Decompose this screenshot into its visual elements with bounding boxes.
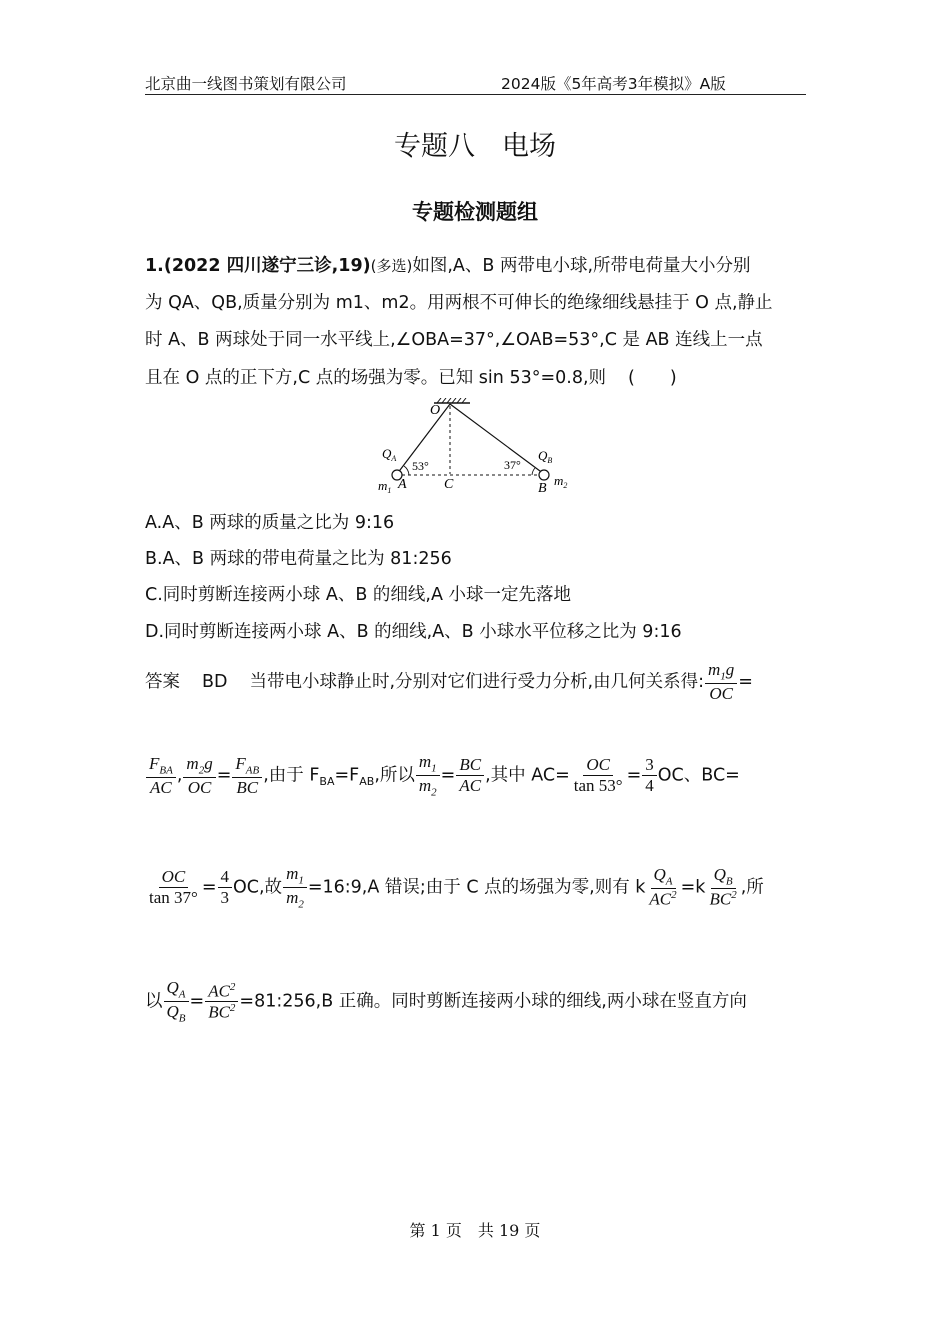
fraction-OC-tan37: $\frac{OC}{\tan 37^\circ}$	[149, 867, 198, 908]
fraction-3-4: $\frac{3}{4}$	[642, 755, 657, 795]
fraction-m1g-OC: $\frac{m_1g}{OC}$	[705, 660, 737, 704]
chapter-title: 专题八 电场	[394, 131, 556, 162]
answer-text-3b: =16:9,A 错误;由于 C 点的场强为零,则有 k	[307, 877, 646, 898]
answer-text-3d: ,所	[740, 877, 764, 898]
label-m2: $m_2$	[554, 473, 568, 490]
fraction-FBA-AC: $\frac{F_{BA}}{AC}$	[146, 754, 176, 798]
answer-line-1: 答案 BD 当带电小球静止时,分别对它们进行受力分析,由几何关系得: $\frac{m_1g}{OC}$ =	[145, 660, 753, 704]
answer-text-4b: =81:256,B 正确。同时剪断连接两小球的细线,两小球在竖直方向	[239, 991, 747, 1012]
angle-arc-A	[404, 466, 409, 475]
fraction-QB-BC2: $\frac{Q_B}{BC^2}$	[709, 865, 737, 910]
fraction-m1-m2-b: $\frac{m_1}{m_2}$	[283, 864, 307, 911]
question-tag: (多选)	[370, 257, 413, 275]
angle-label-A: 53°	[412, 459, 429, 473]
question-line-4-text: 且在 O 点的正下方,C 点的场强为零。已知 sin 53°=0.8,则	[145, 368, 607, 388]
answer-bracket: ( )	[628, 368, 677, 388]
section-subtitle: 专题检测题组	[412, 200, 538, 224]
option-C: C.同时剪断连接两小球 A、B 的细线,A 小球一定先落地	[145, 585, 571, 605]
option-A: A.A、B 两球的质量之比为 9:16	[145, 513, 395, 533]
question-line-1	[145, 252, 751, 277]
string-OB	[450, 404, 544, 474]
fraction-QA-AC2: $\frac{Q_A}{AC^2}$	[649, 865, 677, 910]
fraction-m2g-OC: $\frac{m_2g}{OC}$	[183, 754, 215, 798]
answer-text-4a: 以	[145, 991, 163, 1012]
label-QA: $Q_A$	[382, 446, 397, 463]
answer-value: BD	[202, 671, 228, 692]
fraction-4-3: $\frac{4}{3}$	[218, 867, 233, 907]
option-B: B.A、B 两球的带电荷量之比为 81:256	[145, 549, 452, 569]
angle-label-B: 37°	[504, 458, 521, 472]
answer-text-3c: =k	[680, 877, 706, 898]
question-number: 1.	[145, 256, 164, 276]
answer-text-3a: OC,故	[233, 877, 283, 898]
label-m1: $m_1$	[378, 478, 392, 495]
page-header	[145, 70, 806, 95]
label-O: O	[430, 403, 441, 418]
question-source: (2022 四川遂宁三诊,19)	[163, 256, 371, 276]
fraction-OC-tan53: $\frac{OC}{\tan 53^\circ}$	[573, 755, 623, 796]
fraction-FAB-BC: $\frac{F_{AB}}{BC}$	[232, 754, 262, 798]
page-footer: 第 1 页 共 19 页	[409, 1221, 541, 1240]
answer-text-2e: OC、BC=	[657, 765, 740, 786]
answer-line-2: $\frac{F_{BA}}{AC}$ , $\frac{m_2g}{OC}$ = $\frac{F_{AB}}{BC}$ ,由于 $F_{BA}=F_{AB}$,所以 $\frac{m_1}{m_2}$ = $\frac{BC}{AC}$ ,其中 AC= $\frac{OC}{\tan 53^\circ}$ = $\frac{3}{4}$ OC、BC=	[145, 752, 740, 799]
label-QB: $Q_B$	[538, 448, 553, 465]
question-line-1-text: 如图,A、B 两带电小球,所带电荷量大小分别	[412, 256, 751, 276]
question-line-2: 为 QA、QB,质量分别为 m1、m2。用两根不可伸长的绝缘细线悬挂于 O 点,静止	[145, 293, 773, 313]
answer-line-3: $\frac{OC}{\tan 37^\circ}$ = $\frac{4}{3}$ OC,故 $\frac{m_1}{m_2}$ =16:9,A 错误;由于 C 点的场强为零,则有 k $\frac{Q_A}{AC^2}$ =k $\frac{Q_B}{BC^2}$ ,所	[145, 864, 764, 911]
answer-text-2c: ,所以	[374, 765, 415, 786]
label-C: C	[444, 477, 454, 492]
header-book-title: 2024版《5年高考3年模拟》A版	[501, 75, 726, 93]
fraction-m1-m2: $\frac{m_1}{m_2}$	[416, 752, 440, 799]
answer-text-2: ,由于 F	[263, 765, 320, 786]
header-publisher: 北京曲一线图书策划有限公司	[145, 75, 347, 93]
fraction-BC-AC: $\frac{BC}{AC}$	[456, 755, 484, 795]
angle-arc-B	[532, 468, 535, 475]
answer-label: 答案	[145, 671, 180, 692]
answer-text-2b: =F	[334, 765, 360, 786]
ball-B	[539, 470, 549, 480]
question-line-4	[145, 364, 677, 389]
answer-line-4: 以 $\frac{Q_A}{Q_B}$ = $\frac{AC^2}{BC^2}$ =81:256,B 正确。同时剪断连接两小球的细线,两小球在竖直方向	[145, 978, 747, 1025]
answer-text-2d: ,其中 AC=	[485, 765, 570, 786]
fraction-QA-QB: $\frac{Q_A}{Q_B}$	[164, 978, 189, 1025]
physics-diagram	[372, 398, 582, 502]
option-D: D.同时剪断连接两小球 A、B 的细线,A、B 小球水平位移之比为 9:16	[145, 622, 682, 642]
label-B: B	[538, 481, 547, 496]
answer-text-1: 当带电小球静止时,分别对它们进行受力分析,由几何关系得:	[249, 671, 705, 692]
fraction-AC2-BC2: $\frac{AC^2}{BC^2}$	[205, 981, 238, 1022]
label-A: A	[398, 477, 407, 492]
question-line-3: 时 A、B 两球处于同一水平线上,∠OBA=37°,∠OAB=53°,C 是 AB 连线上一点	[145, 330, 763, 350]
